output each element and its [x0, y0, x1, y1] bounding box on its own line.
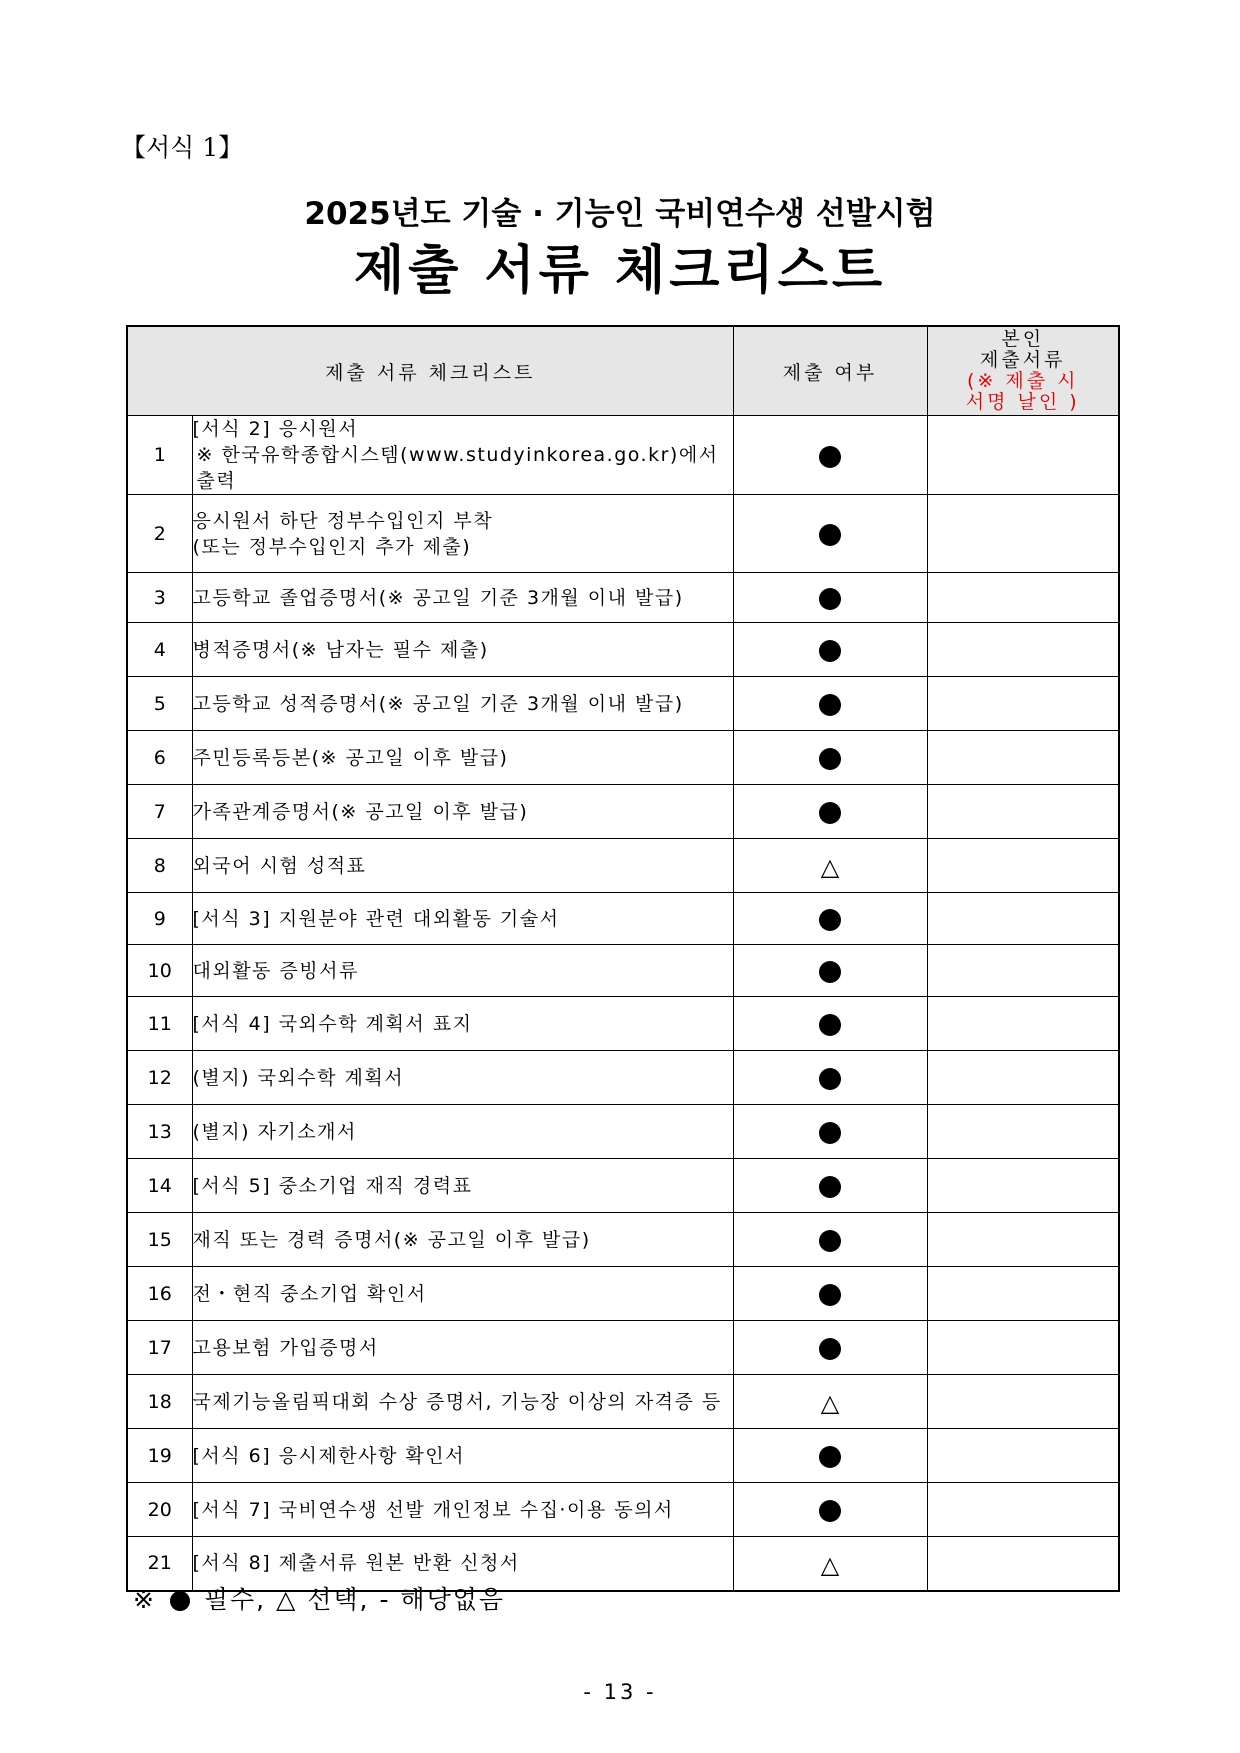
table-row [127, 785, 1119, 839]
required-dot-icon [819, 1176, 841, 1198]
submission-status [733, 1267, 927, 1321]
row-number: 6 [127, 731, 192, 785]
document-name-line1: [서식 8] 제출서류 원본 반환 신청서 [192, 1552, 520, 1575]
row-number: 20 [127, 1483, 192, 1537]
row-number: 2 [127, 495, 192, 573]
table-row [127, 893, 1119, 945]
required-dot-icon [819, 909, 841, 931]
document-name [192, 997, 733, 1051]
table-row [127, 1105, 1119, 1159]
table-row [127, 416, 1119, 495]
row-number: 4 [127, 623, 192, 677]
document-name [192, 1321, 733, 1375]
row-number: 19 [127, 1429, 192, 1483]
document-name-line1: [서식 2] 응시원서 [192, 418, 359, 440]
row-number: 8 [127, 839, 192, 893]
self-check-cell[interactable] [927, 495, 1119, 573]
page-number: - 13 - [583, 1680, 657, 1704]
table-header-row [127, 326, 1119, 416]
required-dot-icon [819, 1230, 841, 1252]
header-self-note2: 서명 날인 ) [965, 391, 1080, 413]
required-dot-icon [819, 1122, 841, 1144]
self-check-cell[interactable] [927, 731, 1119, 785]
document-name [192, 1267, 733, 1321]
table-row [127, 623, 1119, 677]
document-name [192, 677, 733, 731]
header-self-note1: (※ 제출 시 [967, 370, 1079, 392]
required-dot-icon [819, 694, 841, 716]
document-name-line1: 외국어 시험 성적표 [192, 854, 367, 877]
row-number: 11 [127, 997, 192, 1051]
table-row [127, 1267, 1119, 1321]
self-check-cell[interactable] [927, 1159, 1119, 1213]
triangle-icon: △ [820, 1389, 840, 1417]
self-check-cell[interactable] [927, 1213, 1119, 1267]
required-dot-icon [819, 446, 841, 468]
page-title: 2025년도 기술 · 기능인 국비연수생 선발시험 [304, 196, 936, 232]
self-check-cell[interactable] [927, 997, 1119, 1051]
legend-required: 필수, [203, 1585, 267, 1614]
document-name [192, 1105, 733, 1159]
submission-status [733, 416, 927, 495]
document-name-line1: [서식 3] 지원분야 관련 대외활동 기술서 [192, 907, 560, 930]
self-check-cell[interactable] [927, 677, 1119, 731]
submission-status [733, 1483, 927, 1537]
row-number: 12 [127, 1051, 192, 1105]
legend [133, 1580, 505, 1616]
self-check-cell[interactable] [927, 1375, 1119, 1429]
self-check-cell[interactable] [927, 573, 1119, 623]
required-dot-icon [819, 640, 841, 662]
document-name-line1: 고등학교 졸업증명서(※ 공고일 기준 3개월 이내 발급) [192, 586, 684, 609]
required-dot-icon [819, 1068, 841, 1090]
header-self-line1: 본인 [1001, 328, 1045, 350]
document-name-line1: 병적증명서(※ 남자는 필수 제출) [192, 638, 489, 661]
self-check-cell[interactable] [927, 1105, 1119, 1159]
document-name-line1: 고용보험 가입증명서 [192, 1336, 379, 1359]
submission-status [733, 997, 927, 1051]
submission-status [733, 731, 927, 785]
document-name-line1: (별지) 국외수학 계획서 [192, 1066, 405, 1089]
document-name-line1: (별지) 자기소개서 [192, 1120, 357, 1143]
required-dot-icon [819, 748, 841, 770]
row-number: 1 [127, 416, 192, 495]
document-name [192, 573, 733, 623]
self-check-cell[interactable] [927, 1321, 1119, 1375]
document-name-line1: 재직 또는 경력 증명서(※ 공고일 이후 발급) [192, 1228, 591, 1251]
document-name-line1: [서식 4] 국외수학 계획서 표지 [192, 1012, 473, 1035]
required-dot-icon [819, 1338, 841, 1360]
self-check-cell[interactable] [927, 1267, 1119, 1321]
document-name [192, 1051, 733, 1105]
document-name-line2: ※ 한국유학종합시스템(www.studyinkorea.go.kr)에서 출력 [196, 444, 719, 492]
self-check-cell[interactable] [927, 839, 1119, 893]
table-row [127, 495, 1119, 573]
triangle-icon: △ [276, 1585, 298, 1614]
self-check-cell[interactable] [927, 1051, 1119, 1105]
submission-status [733, 623, 927, 677]
required-dot-icon [819, 1014, 841, 1036]
required-dot-icon [819, 802, 841, 824]
required-dot-icon [819, 588, 841, 610]
document-name [192, 1429, 733, 1483]
triangle-icon: △ [820, 1550, 840, 1579]
self-check-cell[interactable] [927, 1537, 1119, 1591]
table-row [127, 1429, 1119, 1483]
document-name-line1: 응시원서 하단 정부수입인지 부착 [192, 509, 494, 532]
row-number: 14 [127, 1159, 192, 1213]
table-row [127, 677, 1119, 731]
legend-optional: 선택, [307, 1585, 370, 1614]
legend-prefix: ※ [133, 1585, 156, 1614]
document-name [192, 623, 733, 677]
self-check-cell[interactable] [927, 945, 1119, 997]
document-name-line1: [서식 7] 국비연수생 선발 개인정보 수집·이용 동의서 [192, 1498, 674, 1521]
row-number: 7 [127, 785, 192, 839]
submission-status [733, 1105, 927, 1159]
submission-status [733, 1213, 927, 1267]
row-number: 18 [127, 1375, 192, 1429]
document-name [192, 945, 733, 997]
submission-status [733, 1159, 927, 1213]
triangle-icon: △ [820, 853, 840, 881]
row-number: 13 [127, 1105, 192, 1159]
self-check-cell[interactable] [927, 785, 1119, 839]
checklist-rows [127, 416, 1119, 1591]
submission-status [733, 1537, 927, 1591]
row-number: 10 [127, 945, 192, 997]
row-number: 9 [127, 893, 192, 945]
submission-status [733, 893, 927, 945]
required-dot-icon [170, 1591, 190, 1611]
table-row [127, 1321, 1119, 1375]
row-number: 16 [127, 1267, 192, 1321]
self-check-cell[interactable] [927, 1483, 1119, 1537]
document-name-line1: [서식 5] 중소기업 재직 경력표 [192, 1174, 473, 1197]
row-number: 17 [127, 1321, 192, 1375]
document-name [192, 495, 733, 573]
document-name [192, 1159, 733, 1213]
legend-na: - 해당없음 [379, 1585, 506, 1614]
table-row [127, 573, 1119, 623]
self-check-cell[interactable] [927, 623, 1119, 677]
submission-status [733, 1429, 927, 1483]
self-check-cell[interactable] [927, 416, 1119, 495]
submission-status [733, 1321, 927, 1375]
document-name [192, 416, 733, 495]
document-name-line1: 고등학교 성적증명서(※ 공고일 기준 3개월 이내 발급) [192, 692, 684, 715]
document-name-line1: 대외활동 증빙서류 [192, 959, 359, 982]
document-name-line1: 국제기능올림픽대회 수상 증명서, 기능장 이상의 자격증 등 [192, 1390, 722, 1413]
table-row [127, 731, 1119, 785]
document-name [192, 785, 733, 839]
table-row [127, 945, 1119, 997]
row-number: 5 [127, 677, 192, 731]
document-name [192, 893, 733, 945]
submission-status [733, 1051, 927, 1105]
row-number: 3 [127, 573, 192, 623]
checklist-table [126, 325, 1120, 1592]
table-row [127, 1159, 1119, 1213]
document-name-line2: (또는 정부수입인지 추가 제출) [192, 535, 472, 558]
document-name [192, 1375, 733, 1429]
header-submission: 제출 여부 [733, 326, 927, 416]
document-name [192, 731, 733, 785]
self-check-cell[interactable] [927, 1429, 1119, 1483]
submission-status [733, 495, 927, 573]
table-row [127, 839, 1119, 893]
header-document: 제출 서류 체크리스트 [127, 326, 733, 416]
submission-status [733, 785, 927, 839]
page-subtitle: 제출 서류 체크리스트 [353, 241, 887, 301]
submission-status [733, 945, 927, 997]
document-name [192, 1483, 733, 1537]
document-name [192, 839, 733, 893]
document-name-line1: [서식 6] 응시제한사항 확인서 [192, 1444, 465, 1467]
required-dot-icon [819, 524, 841, 546]
table-row [127, 1483, 1119, 1537]
required-dot-icon [819, 1446, 841, 1468]
required-dot-icon [819, 1284, 841, 1306]
header-self [927, 326, 1119, 416]
row-number: 15 [127, 1213, 192, 1267]
header-self-line2: 제출서류 [980, 349, 1066, 371]
submission-status [733, 839, 927, 893]
submission-status [733, 1375, 927, 1429]
required-dot-icon [819, 1500, 841, 1522]
row-number: 21 [127, 1537, 192, 1591]
submission-status [733, 573, 927, 623]
document-name [192, 1213, 733, 1267]
document-name-line1: 전・현직 중소기업 확인서 [192, 1282, 427, 1305]
form-label: 【서식 1】 [121, 133, 244, 162]
submission-status [733, 677, 927, 731]
required-dot-icon [819, 961, 841, 983]
document-name-line1: 가족관계증명서(※ 공고일 이후 발급) [192, 800, 529, 823]
document-name-line1: 주민등록등본(※ 공고일 이후 발급) [192, 746, 509, 769]
table-row [127, 997, 1119, 1051]
self-check-cell[interactable] [927, 893, 1119, 945]
table-row [127, 1051, 1119, 1105]
table-row [127, 1375, 1119, 1429]
table-row [127, 1213, 1119, 1267]
